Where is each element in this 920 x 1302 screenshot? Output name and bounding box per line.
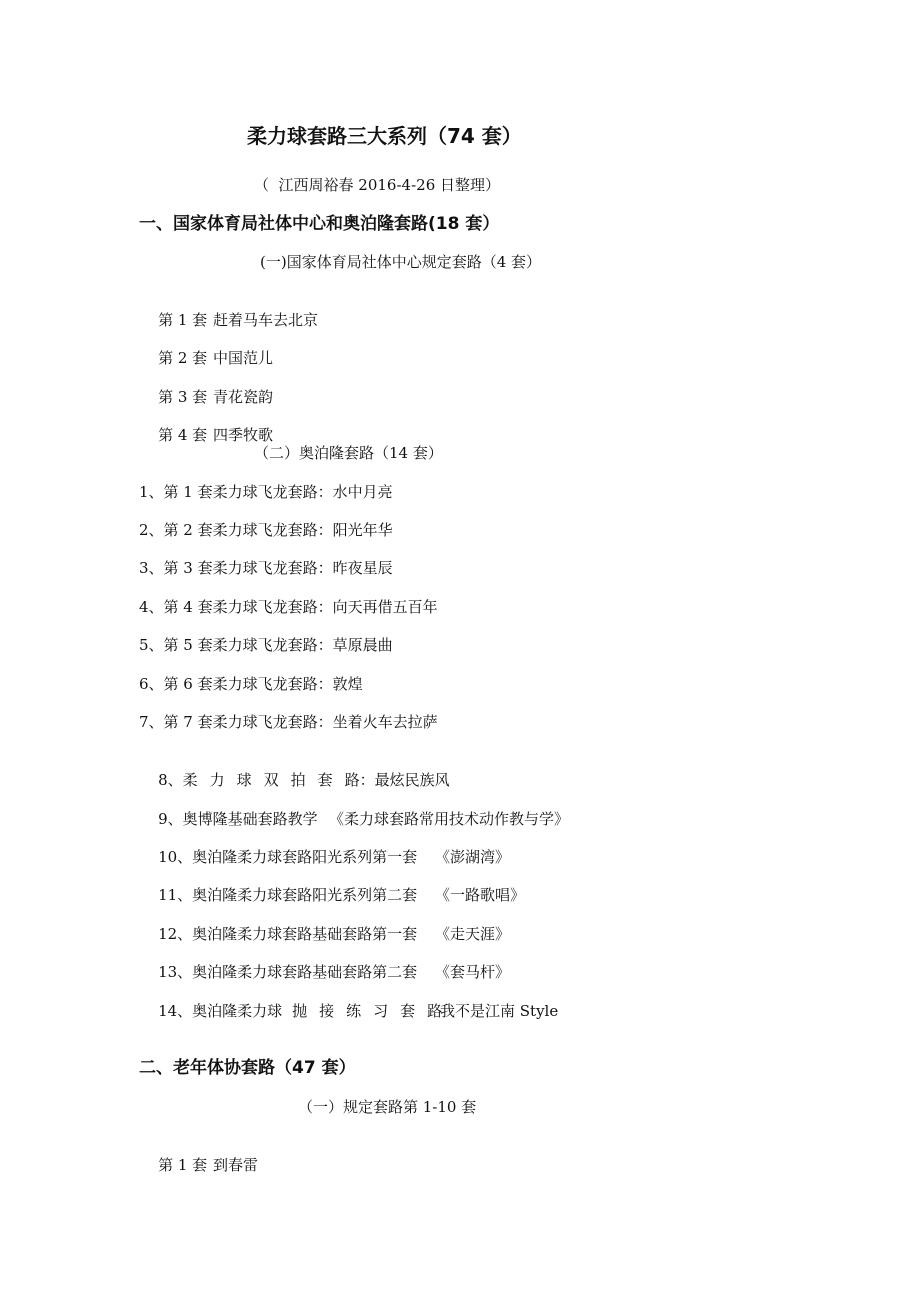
item-text: 10、奥泊隆柔力球套路阳光系列第一套 — [158, 848, 418, 866]
item-name: 中国范儿 — [213, 349, 274, 367]
subsection-1-2-heading: （二）奥泊隆套路（14 套） — [254, 444, 443, 462]
item-name: 青花瓷韵 — [213, 388, 274, 406]
item-tail: 我不是江南 Style — [440, 1002, 559, 1020]
subsection-2-1-heading: （一）规定套路第 1-10 套 — [298, 1098, 477, 1116]
list-item: 3、第 3 套柔力球飞龙套路：昨夜星辰 — [139, 559, 393, 577]
item-number: 第 3 套 — [158, 388, 208, 406]
subsection-1-1-heading: (一)国家体育局社体中心规定套路（4 套） — [260, 253, 542, 271]
page-title: 柔力球套路三大系列（74 套） — [247, 124, 522, 148]
item-text: 13、奥泊隆柔力球套路基础套路第二套 — [158, 963, 418, 981]
item-spaced-text: 柔力球双拍套路 — [182, 771, 372, 789]
item-tail: 《走天涯》 — [435, 925, 511, 943]
item-text: 12、奥泊隆柔力球套路基础套路第一套 — [158, 925, 418, 943]
item-number: 第 1 套 — [158, 311, 208, 329]
item-rest: ：最炫民族风 — [359, 771, 450, 789]
list-item: 4、第 4 套柔力球飞龙套路：向天再借五百年 — [139, 598, 438, 616]
item-name: 赶着马车去北京 — [213, 311, 319, 329]
list-item: 1、第 1 套柔力球飞龙套路：水中月亮 — [139, 483, 393, 501]
item-prefix: 8、 — [158, 771, 183, 789]
item-number: 第 2 套 — [158, 349, 208, 367]
list-item: 2、第 2 套柔力球飞龙套路：阳光年华 — [139, 521, 393, 539]
list-item: 5、第 5 套柔力球飞龙套路：草原晨曲 — [139, 636, 393, 654]
section-1-heading: 一、国家体育局社体中心和奥泊隆套路(18 套） — [139, 214, 500, 234]
byline: （ 江西周裕春 2016-4-26 日整理） — [254, 176, 501, 194]
item-number: 第 1 套 — [158, 1156, 208, 1174]
item-name: 到春雷 — [213, 1156, 259, 1174]
list-item — [139, 405, 274, 465]
list-item: 7、第 7 套柔力球飞龙套路：坐着火车去拉萨 — [139, 713, 438, 731]
list-item — [139, 1135, 259, 1195]
item-number: 第 4 套 — [158, 426, 208, 444]
item-prefix: 14、奥泊隆柔力球 — [158, 1002, 283, 1020]
item-spaced-text: 抛接练习套路 — [292, 1002, 455, 1020]
item-tail: 《一路歌唱》 — [435, 886, 526, 904]
item-tail: 《柔力球套路常用技术动作教与学》 — [329, 810, 570, 828]
item-text: 9、奥博隆基础套路教学 — [158, 810, 318, 828]
list-item — [139, 981, 559, 1041]
item-name: 四季牧歌 — [213, 426, 274, 444]
item-tail: 《澎湖湾》 — [435, 848, 511, 866]
section-2-heading: 二、老年体协套路（47 套） — [139, 1058, 356, 1078]
item-text: 11、奥泊隆柔力球套路阳光系列第二套 — [158, 886, 418, 904]
item-tail: 《套马杆》 — [435, 963, 511, 981]
list-item: 6、第 6 套柔力球飞龙套路：敦煌 — [139, 675, 363, 693]
